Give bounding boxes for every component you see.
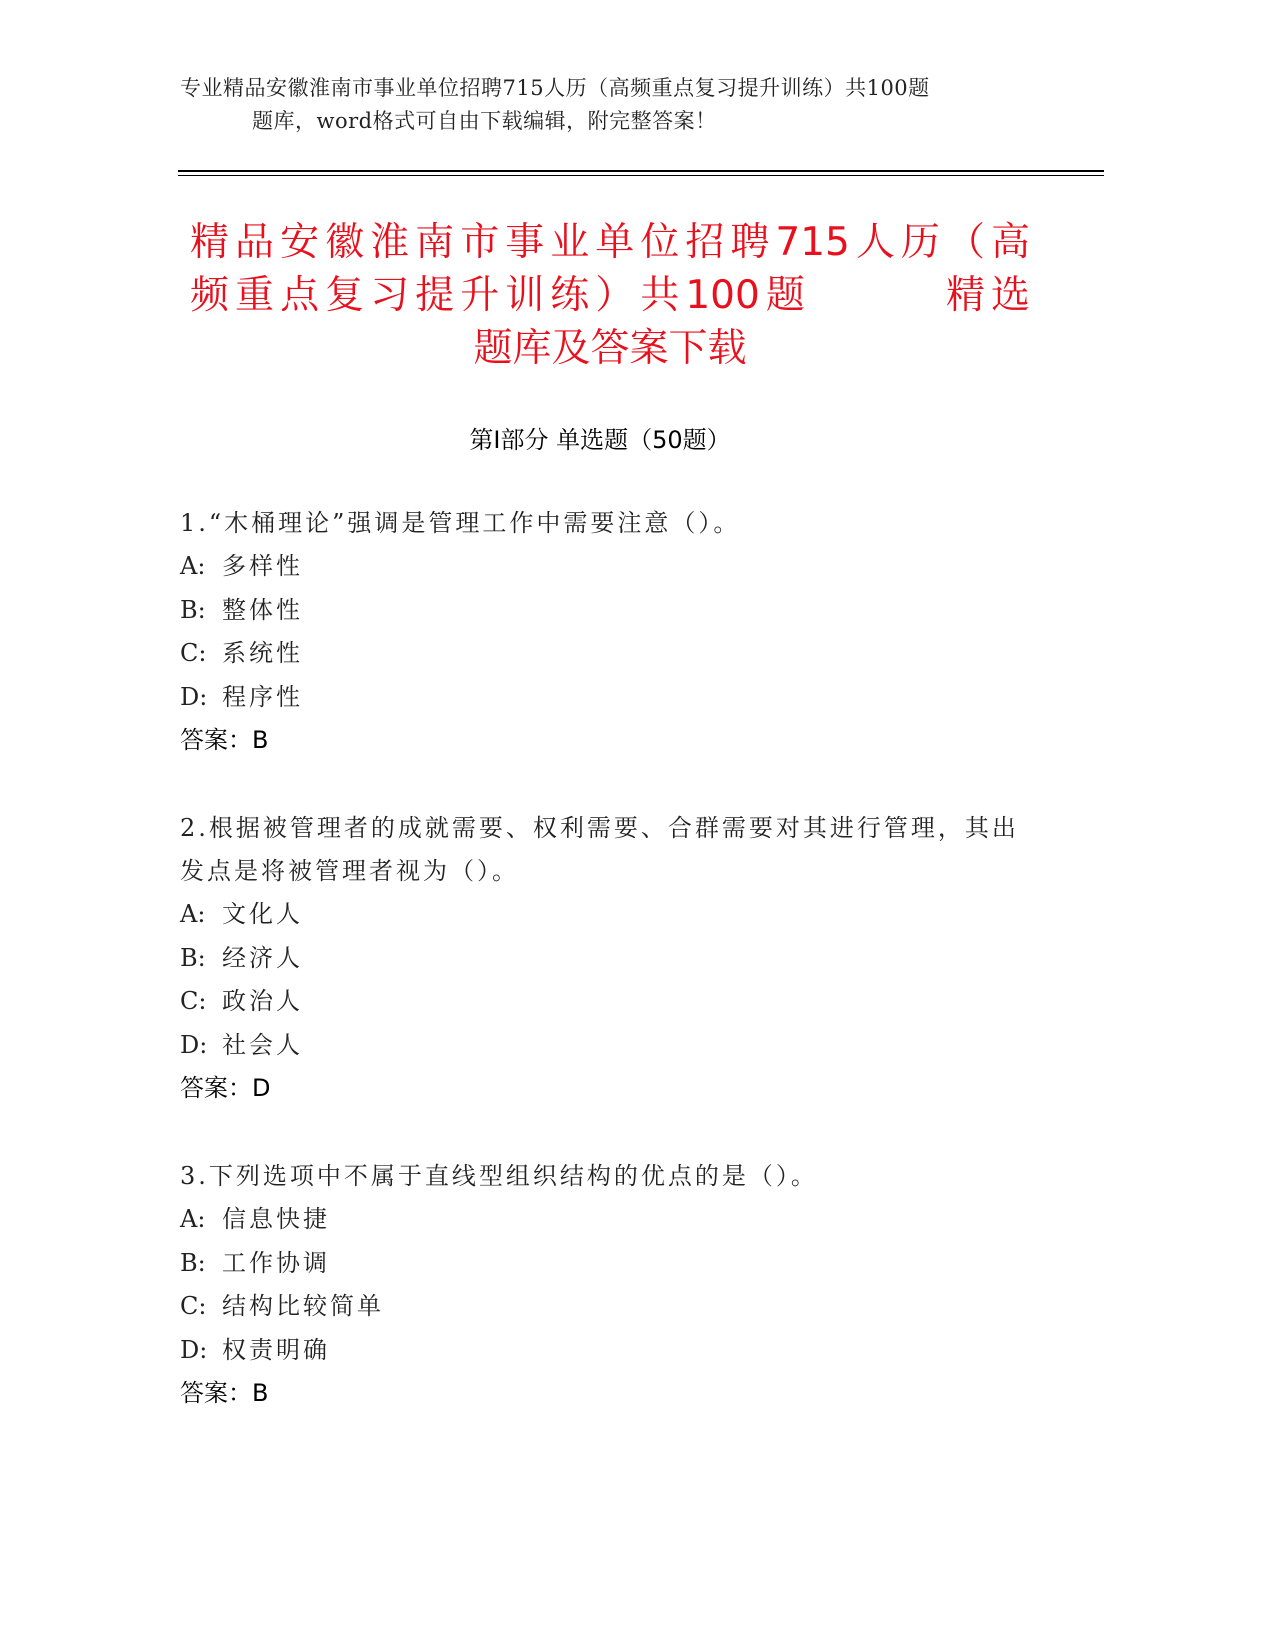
title-line-3: 题库及答案下载 bbox=[473, 326, 747, 371]
document-header bbox=[180, 72, 1040, 138]
title-line-2: 频重点复习提升训练）共100题 精选 bbox=[190, 273, 1030, 318]
option-a bbox=[180, 545, 1020, 589]
question-3 bbox=[180, 1155, 1020, 1416]
option-text: 结构比较简单 bbox=[222, 1292, 384, 1320]
document-title bbox=[190, 216, 1030, 375]
option-b bbox=[180, 589, 1020, 633]
option-text: 多样性 bbox=[222, 552, 303, 580]
option-text: 程序性 bbox=[222, 682, 303, 711]
option-c bbox=[180, 1285, 1020, 1329]
answer-label: 答案：B bbox=[180, 726, 269, 754]
option-text: 系统性 bbox=[222, 639, 303, 667]
title-line-1: 精品安徽淮南市事业单位招聘715人历（高 bbox=[190, 220, 1030, 265]
question-text: 1.“木桶理论”强调是管理工作中需要注意（）。 bbox=[180, 509, 741, 537]
question-2 bbox=[180, 807, 1020, 1111]
option-text: 社会人 bbox=[222, 1030, 303, 1059]
option-d bbox=[180, 1024, 1020, 1068]
section-heading: 第Ⅰ部分 单选题（50题） bbox=[469, 426, 731, 454]
option-b bbox=[180, 1242, 1020, 1286]
option-letter: A: bbox=[180, 552, 206, 580]
header-line-2: 题库，word格式可自由下载编辑，附完整答案！ bbox=[252, 109, 717, 133]
option-letter: A: bbox=[180, 900, 206, 928]
option-letter: D: bbox=[180, 1030, 208, 1059]
option-d bbox=[180, 676, 1020, 720]
question-text: 2.根据被管理者的成就需要、权利需要、合群需要对其进行管理，其出发点是将被管理者视为（）。 bbox=[180, 814, 1019, 885]
option-text: 文化人 bbox=[222, 900, 303, 928]
option-letter: C: bbox=[180, 987, 207, 1015]
question-1 bbox=[180, 502, 1020, 763]
option-d bbox=[180, 1329, 1020, 1373]
question-text: 3.下列选项中不属于直线型组织结构的优点的是（）。 bbox=[180, 1162, 818, 1190]
option-text: 信息快捷 bbox=[222, 1205, 330, 1233]
option-text: 权责明确 bbox=[222, 1335, 330, 1364]
option-letter: A: bbox=[180, 1205, 206, 1233]
option-b bbox=[180, 937, 1020, 981]
answer-label: 答案：B bbox=[180, 1379, 269, 1407]
option-text: 经济人 bbox=[222, 943, 303, 972]
option-letter: C: bbox=[180, 1292, 207, 1320]
option-letter: B: bbox=[180, 943, 206, 972]
option-a bbox=[180, 893, 1020, 937]
option-letter: B: bbox=[180, 595, 206, 624]
header-divider-thick bbox=[178, 170, 1104, 172]
option-text: 整体性 bbox=[222, 595, 303, 624]
option-letter: D: bbox=[180, 1335, 208, 1364]
option-letter: C: bbox=[180, 639, 207, 667]
header-line-1: 专业精品安徽淮南市事业单位招聘715人历（高频重点复习提升训练）共100题 bbox=[180, 76, 930, 100]
answer-label: 答案：D bbox=[180, 1074, 271, 1102]
option-c bbox=[180, 980, 1020, 1024]
option-c bbox=[180, 632, 1020, 676]
option-text: 工作协调 bbox=[222, 1248, 330, 1277]
option-a bbox=[180, 1198, 1020, 1242]
option-text: 政治人 bbox=[222, 987, 303, 1015]
option-letter: D: bbox=[180, 682, 208, 711]
option-letter: B: bbox=[180, 1248, 206, 1277]
header-divider-thin bbox=[178, 175, 1104, 176]
